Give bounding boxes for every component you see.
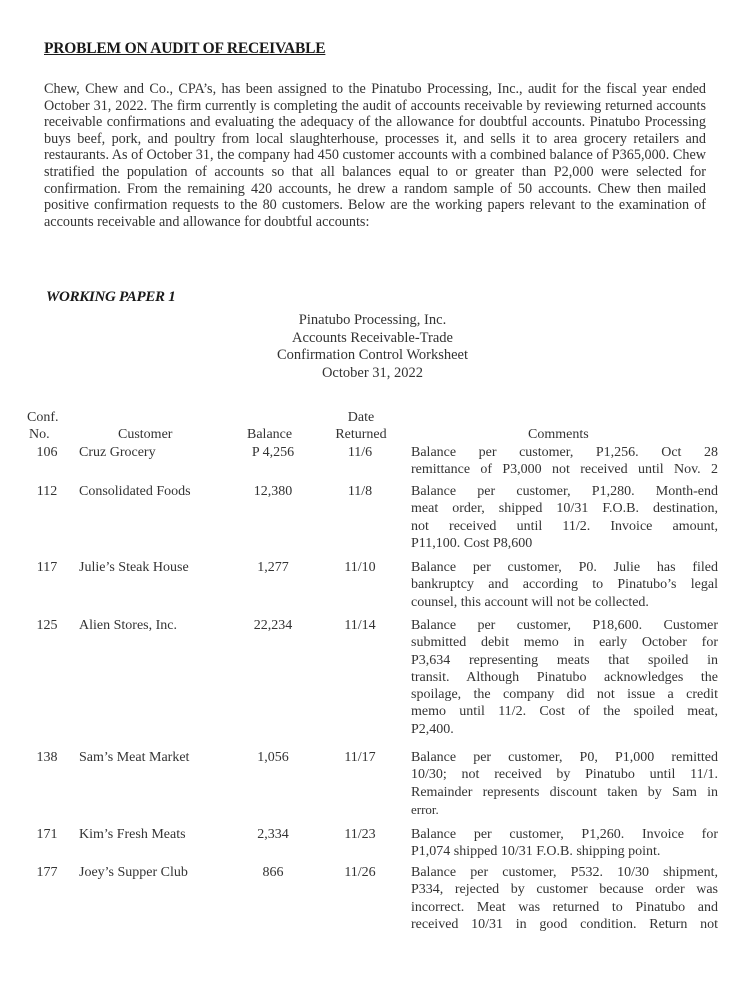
date-returned: 11/8 — [347, 484, 373, 499]
conf-no: 138 — [36, 750, 58, 765]
balance: P 4,256 — [251, 445, 295, 460]
date-returned: 11/10 — [344, 560, 376, 575]
customer-name: Joey’s Supper Club — [79, 865, 188, 880]
date-returned: 11/6 — [347, 445, 373, 460]
balance: 12,380 — [253, 484, 293, 499]
conf-no: 125 — [36, 618, 58, 633]
customer-name: Consolidated Foods — [79, 484, 191, 499]
comment: Balance per customer, P0, P1,000 remitted 10/30; not received by Pinatubo until 11/1. Remainder represents discount taken by Sam in error. — [411, 750, 718, 817]
customer-name: Alien Stores, Inc. — [79, 618, 177, 633]
comment: Balance per customer, P0. Julie has filed bankruptcy and according to Pinatubo’s legal counsel, this account will not be collected. — [411, 560, 718, 610]
worksheet-date: October 31, 2022 — [321, 364, 424, 381]
problem-title: PROBLEM ON AUDIT OF RECEIVABLE — [44, 40, 326, 57]
intro-paragraph: Chew, Chew and Co., CPA’s, has been assigned to the Pinatubo Processing, Inc., audit for the fiscal year ended October 31, 2022. The firm currently is completing the audit of accounts receivable by reviewing returned accounts receivable confirmations and evaluating the adequacy of the allowance for doubtful accounts. Pinatubo Processing buys beef, pork, and poultry from local slaughterhouse, processes it, and sells it to area grocery retailers and restaurants. As of October 31, the company had 450 customer accounts with a combined balance of P365,000. Chew stratified the population of accounts so that all balances equal to or greater than P2,000 were selected for confirmation. From the remaining 420 accounts, he drew a random sample of 50 accounts. Chew then mailed positive confirmation requests to the 80 customers. Below are the working papers relevant to the examination of accounts receivable and allowance for doubtful accounts: — [44, 81, 706, 230]
header-balance: Balance — [247, 427, 293, 442]
conf-no: 171 — [36, 827, 58, 842]
balance: 866 — [262, 865, 284, 880]
comment: Balance per customer, P1,256. Oct 28 remittance of P3,000 not received until Nov. 2 — [411, 445, 718, 478]
account-name: Accounts Receivable-Trade — [292, 329, 453, 346]
date-returned: 11/26 — [344, 865, 376, 880]
worksheet-heading — [230, 312, 515, 382]
conf-no: 177 — [36, 865, 58, 880]
date-returned: 11/23 — [344, 827, 376, 842]
conf-no: 112 — [36, 484, 58, 499]
customer-name: Julie’s Steak House — [79, 560, 189, 575]
company-name: Pinatubo Processing, Inc. — [298, 312, 447, 328]
working-paper-label: WORKING PAPER 1 — [46, 289, 176, 305]
balance: 1,277 — [257, 560, 289, 575]
conf-no: 117 — [36, 560, 58, 575]
comment: Balance per customer, P1,280. Month-end meat order, shipped 10/31 F.O.B. destination, not received until 11/2. Invoice amount, P11,100. Cost P8,600 — [411, 484, 718, 551]
worksheet-name: Confirmation Control Worksheet — [276, 347, 469, 363]
customer-name: Kim’s Fresh Meats — [79, 827, 186, 842]
balance: 1,056 — [257, 750, 289, 765]
conf-no: 106 — [36, 445, 58, 460]
header-comments: Comments — [528, 427, 589, 442]
comment: Balance per customer, P18,600. Customer submitted debit memo in early October for P3,634 representing meats that spoiled in transit. Although Pinatubo acknowledges the spoilage, the company did not issue a credit memo until 11/2. Cost of the spoiled meat, P2,400. — [411, 618, 718, 737]
comment: Balance per customer, P532. 10/30 shipment, P334, rejected by customer because order was incorrect. Meat was returned to Pinatubo and received 10/31 in good condition. Return not — [411, 865, 718, 932]
header-date-returned: Date Returned — [335, 410, 387, 442]
date-returned: 11/14 — [344, 618, 376, 633]
balance: 2,334 — [257, 827, 289, 842]
customer-name: Sam’s Meat Market — [79, 750, 190, 765]
date-returned: 11/17 — [344, 750, 376, 765]
header-customer: Customer — [118, 427, 173, 442]
header-conf-no: Conf. No. — [27, 410, 59, 442]
customer-name: Cruz Grocery — [79, 445, 156, 460]
balance: 22,234 — [253, 618, 293, 633]
comment: Balance per customer, P1,260. Invoice for P1,074 shipped 10/31 F.O.B. shipping point. — [411, 827, 718, 860]
